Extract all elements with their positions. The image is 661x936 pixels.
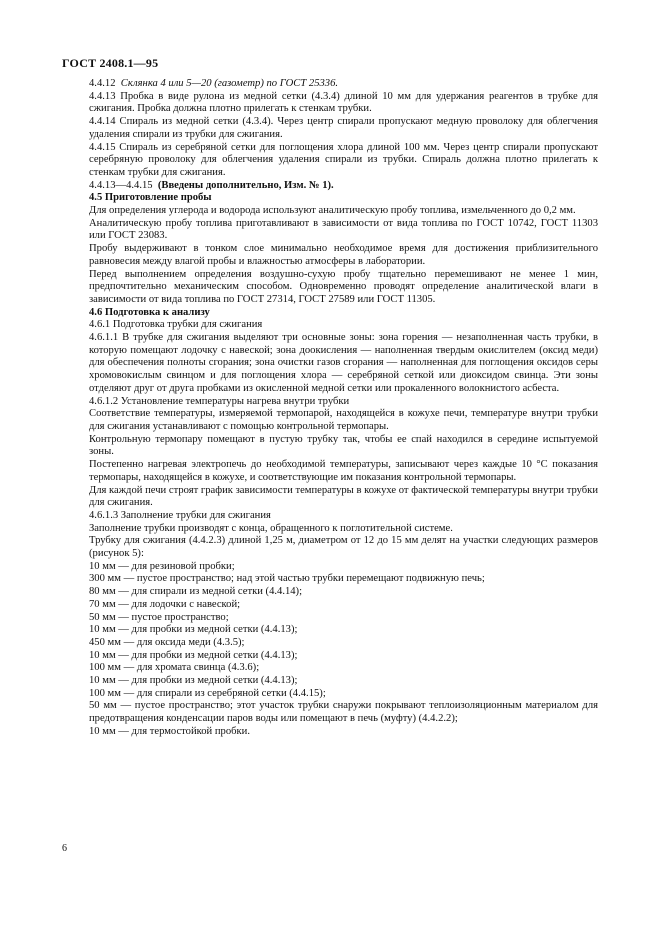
paragraph-4-4-15: 4.4.15 Спираль из серебряной сетки для поглощения хлора длиной 100 мм. Через центр спирали пропускают серебряную проволоку для облегчения удаления спирали из трубки. Спираль должна плотно прилегать к стенкам трубки для сжигания. — [89, 141, 598, 178]
subsection-heading-4-6-1-3: 4.6.1.3 Заполнение трубки для сжигания — [89, 509, 271, 521]
section-heading-4-5: 4.5 Приготовление пробы — [89, 192, 212, 204]
list-item: 10 мм — для пробки из медной сетки (4.4.13); — [89, 624, 298, 636]
subsection-heading-4-6-1: 4.6.1 Подготовка трубки для сжигания — [89, 319, 263, 331]
paragraph-amendment: 4.4.13—4.4.15 (Введены дополнительно, Изм. № 1). — [89, 179, 334, 191]
paragraph: Заполнение трубки производят с конца, обращенного к поглотительной системе. — [89, 522, 453, 534]
document-body — [89, 78, 598, 739]
paragraph-4-6-1-1: 4.6.1.1 В трубке для сжигания выделяют три основные зоны: зона горения — незаполненная часть трубки, в которую помещают лодочку с навеской; зона доокисления — наполненная твердым окислителем (оксид меди) для обеспечения полноты сгорания; зона очистки газов сгорания — наполненная для поглощения оксидов серы хромовокислым свинцом и для поглощения хлора — серебряной сеткой или диоксидом свинца. Эти зоны отделяют друг от друга пробками из окисленной медной сетки или прокаленного волокнистого асбеста. — [89, 332, 598, 394]
paragraph: Пробу выдерживают в тонком слое минимально необходимое время для достижения приблизительного равновесия между влагой пробы и влажностью атмосферы в лаборатории. — [89, 243, 598, 267]
list-item: 450 мм — для оксида меди (4.3.5); — [89, 636, 245, 648]
paragraph-4-4-13: 4.4.13 Пробка в виде рулона из медной сетки (4.3.4) длиной 10 мм для удержания реагентов в трубке для сжигания. Пробка должна плотно прилегать к стенкам трубки. — [89, 90, 598, 115]
paragraph: Контрольную термопару помещают в пустую трубку так, чтобы ее спай находился в середине испытуемой зоны. — [89, 433, 598, 458]
paragraph: Перед выполнением определения воздушно-сухую пробу тщательно перемешивают не менее 1 мин, предпочтительно механическим способом. Одновременно проводят определение аналитической влаги в зависимости от вида топлива по ГОСТ 27314, ГОСТ 27589 или ГОСТ 11305. — [89, 268, 598, 305]
paragraph: Трубку для сжигания (4.4.2.3) длиной 1,25 м, диаметром от 12 до 15 мм делят на участки следующих размеров (рисунок 5): — [89, 535, 598, 560]
list-item: 80 мм — для спирали из медной сетки (4.4.14); — [89, 586, 303, 598]
paragraph-4-4-12: 4.4.12 Склянка 4 или 5—20 (газометр) по ГОСТ 25336. — [89, 78, 339, 89]
paragraph: Соответствие температуры, измеряемой термопарой, находящейся в кожухе печи, температуре внутри трубки для сжигания устанавливают с помощью контрольной термопары. — [89, 408, 598, 432]
subsection-heading-4-6-1-2: 4.6.1.2 Установление температуры нагрева внутри трубки — [89, 395, 350, 407]
paragraph: Для каждой печи строят график зависимости температуры в кожухе от фактической температуры внутри трубки для сжигания. — [89, 484, 598, 509]
page-number: 6 — [62, 843, 67, 854]
list-item: 10 мм — для пробки из медной сетки (4.4.13); — [89, 675, 298, 687]
list-item: 70 мм — для лодочки с навеской; — [89, 598, 241, 610]
paragraph: Постепенно нагревая электропечь до необходимой температуры, записывают через каждые 10 °С показания термопары, находящейся в кожухе, и соответствующие им показания контрольной термопары. — [89, 459, 598, 483]
list-item: 100 мм — для хромата свинца (4.3.6); — [89, 662, 260, 674]
list-item: 10 мм — для пробки из медной сетки (4.4.13); — [89, 649, 298, 661]
list-item: 100 мм — для спирали из серебряной сетки (4.4.15); — [89, 687, 326, 699]
document-header: ГОСТ 2408.1—95 — [62, 56, 159, 70]
list-item: 300 мм — пустое пространство; над этой частью трубки перемещают подвижную печь; — [89, 573, 485, 585]
list-item-last-section: 50 мм — пустое пространство; этот участок трубки снаружи покрывают теплоизоляционным материалом для предотвращения конденсации паров воды или помещают в печь (муфту) (4.4.2.2); — [89, 700, 598, 725]
section-heading-4-6: 4.6 Подготовка к анализу — [89, 306, 210, 318]
list-item: 10 мм — для резиновой пробки; — [89, 560, 235, 572]
list-item: 50 мм — пустое пространство; — [89, 611, 229, 623]
paragraph-4-4-14: 4.4.14 Спираль из медной сетки (4.3.4). Через центр спирали пропускают медную проволоку для облегчения удаления спирали из трубки для сжигания. — [89, 116, 598, 140]
paragraph: Для определения углерода и водорода используют аналитическую пробу топлива, измельченного до 0,2 мм. — [89, 205, 576, 217]
paragraph: Аналитическую пробу топлива приготавливают в зависимости от вида топлива по ГОСТ 10742, ГОСТ 11303 или ГОСТ 23083. — [89, 217, 598, 242]
list-item-final: 10 мм — для термостойкой пробки. — [89, 725, 250, 737]
